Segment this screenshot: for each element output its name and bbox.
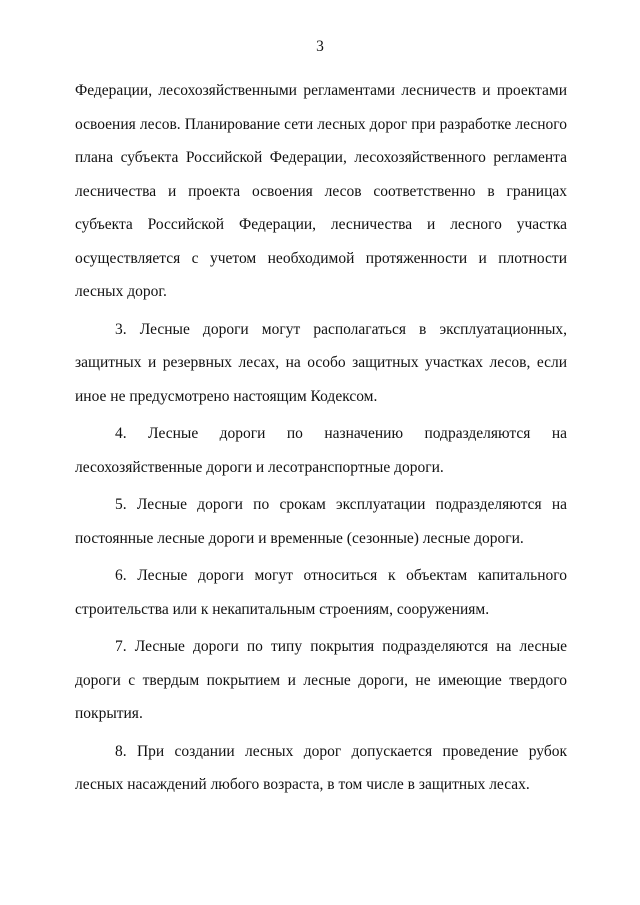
paragraph-7: 7. Лесные дороги по типу покрытия подразделяются на лесные дороги с твердым покрытием и лесные дороги, не имеющие твердого покрытия. xyxy=(75,638,567,722)
paragraph-5: 5. Лесные дороги по срокам эксплуатации подразделяются на постоянные лесные дороги и временные (сезонные) лесные дороги. xyxy=(75,496,567,547)
paragraph-continuation: Федерации, лесохозяйственными регламентами лесничеств и проектами освоения лесов. Планирование сети лесных дорог при разработке лесного плана субъекта Российской Федерации, лесохозяйственного регламента лесничества и проекта освоения лесов соответственно в границах субъекта Российской Федерации, лесничества и лесного участка осуществляется с учетом необходимой протяженности и плотности лесных дорог. xyxy=(75,82,567,300)
paragraph-4: 4. Лесные дороги по назначению подразделяются на лесохозяйственные дороги и лесотранспортные дороги. xyxy=(75,425,567,476)
paragraph-3: 3. Лесные дороги могут располагаться в эксплуатационных, защитных и резервных лесах, на особо защитных участках лесов, если иное не предусмотрено настоящим Кодексом. xyxy=(75,320,567,405)
document-body xyxy=(75,74,567,802)
paragraph-6: 6. Лесные дороги могут относиться к объектам капитального строительства или к некапитальным строениям, сооружениям. xyxy=(75,567,567,618)
page-number: 3 xyxy=(316,38,324,55)
paragraph-8: 8. При создании лесных дорог допускается проведение рубок лесных насаждений любого возраста, в том числе в защитных лесах. xyxy=(75,742,567,793)
